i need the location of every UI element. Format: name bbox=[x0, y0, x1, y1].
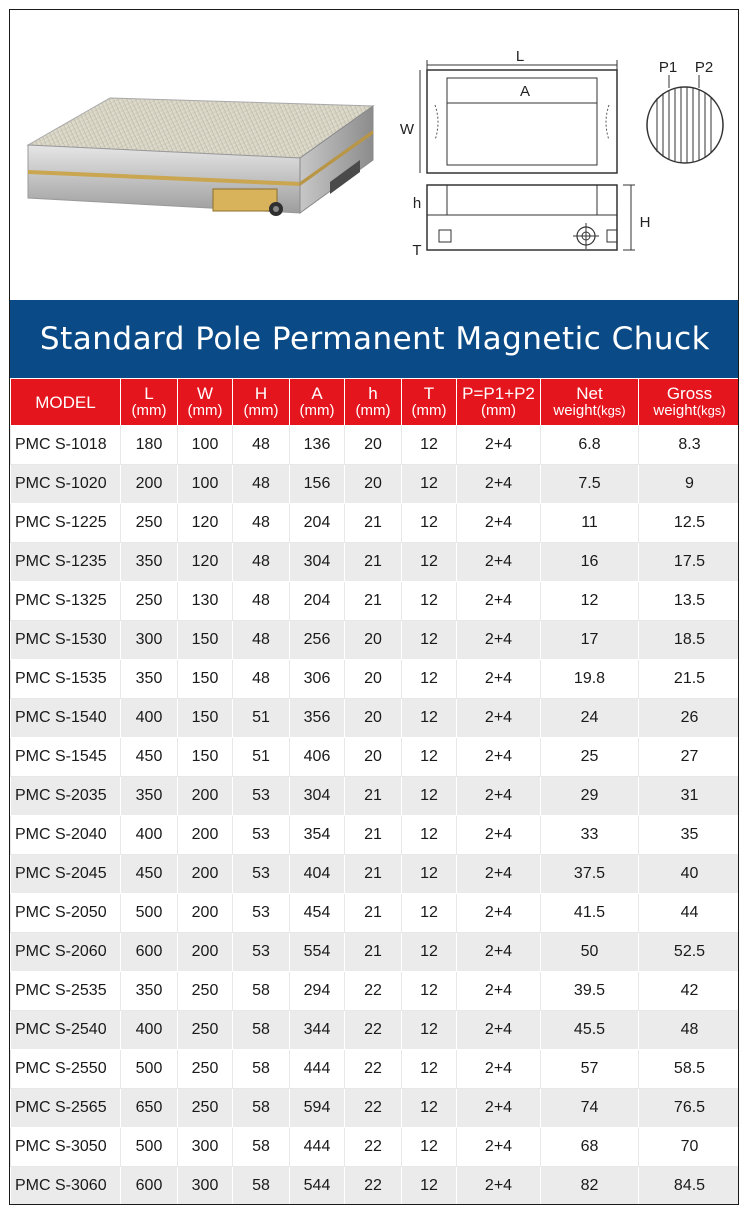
column-header bbox=[290, 379, 345, 426]
table-cell: 37.5 bbox=[541, 855, 639, 894]
table-cell: 12 bbox=[402, 1128, 457, 1167]
table-cell: 21 bbox=[345, 777, 402, 816]
table-cell: 12 bbox=[402, 1050, 457, 1089]
table-cell: 12 bbox=[402, 699, 457, 738]
table-row bbox=[11, 777, 740, 816]
table-cell: 404 bbox=[290, 855, 345, 894]
table-row bbox=[11, 1089, 740, 1128]
table-cell: 300 bbox=[121, 621, 178, 660]
column-header-unit-text: weight bbox=[553, 402, 597, 419]
table-cell: 9 bbox=[639, 465, 740, 504]
column-header-unit bbox=[290, 402, 344, 419]
column-header-unit bbox=[121, 402, 177, 419]
table-cell: 50 bbox=[541, 933, 639, 972]
table-cell: 58 bbox=[233, 972, 290, 1011]
label-A: A bbox=[519, 83, 531, 100]
column-header-label: A bbox=[311, 384, 323, 403]
table-cell: 51 bbox=[233, 699, 290, 738]
table-cell: 12.5 bbox=[639, 504, 740, 543]
table-cell: 12 bbox=[402, 894, 457, 933]
table-cell: 2+4 bbox=[457, 699, 541, 738]
table-cell: 250 bbox=[121, 582, 178, 621]
table-cell: 82 bbox=[541, 1167, 639, 1206]
column-header-unit-text: weight bbox=[653, 402, 697, 419]
table-row bbox=[11, 660, 740, 699]
table-cell: 7.5 bbox=[541, 465, 639, 504]
table-cell: 350 bbox=[121, 972, 178, 1011]
table-row bbox=[11, 582, 740, 621]
table-cell: 300 bbox=[178, 1128, 233, 1167]
column-header bbox=[345, 379, 402, 426]
table-cell: 12 bbox=[402, 855, 457, 894]
table-cell: 12 bbox=[402, 465, 457, 504]
table-cell: 2+4 bbox=[457, 504, 541, 543]
model-cell: PMC S-3060 bbox=[11, 1167, 121, 1206]
table-cell: 2+4 bbox=[457, 582, 541, 621]
column-header-label: H bbox=[254, 384, 268, 403]
table-cell: 58 bbox=[233, 1128, 290, 1167]
table-cell: 76.5 bbox=[639, 1089, 740, 1128]
table-cell: 20 bbox=[345, 660, 402, 699]
table-cell: 12 bbox=[402, 660, 457, 699]
table-cell: 2+4 bbox=[457, 660, 541, 699]
table-cell: 13.5 bbox=[639, 582, 740, 621]
table-cell: 150 bbox=[178, 699, 233, 738]
table-cell: 100 bbox=[178, 426, 233, 465]
table-cell: 250 bbox=[178, 1011, 233, 1050]
model-cell: PMC S-2060 bbox=[11, 933, 121, 972]
table-cell: 12 bbox=[402, 1089, 457, 1128]
table-cell: 354 bbox=[290, 816, 345, 855]
label-P1: P1 bbox=[658, 59, 678, 76]
table-cell: 53 bbox=[233, 777, 290, 816]
table-cell: 344 bbox=[290, 1011, 345, 1050]
table-cell: 2+4 bbox=[457, 1167, 541, 1206]
table-cell: 2+4 bbox=[457, 1089, 541, 1128]
table-cell: 21 bbox=[345, 504, 402, 543]
table-cell: 2+4 bbox=[457, 894, 541, 933]
table-cell: 53 bbox=[233, 816, 290, 855]
table-cell: 58 bbox=[233, 1089, 290, 1128]
column-header-unit bbox=[345, 402, 401, 419]
table-row bbox=[11, 1050, 740, 1089]
model-cell: PMC S-2045 bbox=[11, 855, 121, 894]
column-header-unit bbox=[541, 402, 638, 419]
table-cell: 29 bbox=[541, 777, 639, 816]
column-header-label: L bbox=[144, 384, 154, 403]
model-cell: PMC S-2540 bbox=[11, 1011, 121, 1050]
table-cell: 22 bbox=[345, 972, 402, 1011]
table-cell: 21 bbox=[345, 582, 402, 621]
table-cell: 2+4 bbox=[457, 621, 541, 660]
table-cell: 35 bbox=[639, 816, 740, 855]
table-cell: 21 bbox=[345, 894, 402, 933]
column-header-unit bbox=[233, 402, 289, 419]
table-cell: 12 bbox=[402, 504, 457, 543]
table-row bbox=[11, 738, 740, 777]
table-row bbox=[11, 894, 740, 933]
label-T: T bbox=[412, 242, 422, 259]
table-row bbox=[11, 543, 740, 582]
table-cell: 12 bbox=[402, 972, 457, 1011]
table-cell: 21 bbox=[345, 855, 402, 894]
table-cell: 52.5 bbox=[639, 933, 740, 972]
column-header bbox=[11, 379, 121, 426]
column-header-label: P=P1+P2 bbox=[462, 384, 535, 403]
table-cell: 39.5 bbox=[541, 972, 639, 1011]
column-header bbox=[639, 379, 740, 426]
title-banner bbox=[10, 300, 739, 378]
table-cell: 40 bbox=[639, 855, 740, 894]
table-cell: 22 bbox=[345, 1089, 402, 1128]
table-cell: 2+4 bbox=[457, 1050, 541, 1089]
label-H: H bbox=[639, 214, 651, 231]
table-row bbox=[11, 816, 740, 855]
model-cell: PMC S-1325 bbox=[11, 582, 121, 621]
table-cell: 33 bbox=[541, 816, 639, 855]
table-cell: 200 bbox=[178, 816, 233, 855]
table-cell: 136 bbox=[290, 426, 345, 465]
table-cell: 300 bbox=[178, 1167, 233, 1206]
table-row bbox=[11, 504, 740, 543]
table-cell: 68 bbox=[541, 1128, 639, 1167]
table-cell: 48 bbox=[233, 621, 290, 660]
model-cell: PMC S-1225 bbox=[11, 504, 121, 543]
table-cell: 57 bbox=[541, 1050, 639, 1089]
table-header-row bbox=[11, 379, 740, 426]
table-cell: 250 bbox=[178, 972, 233, 1011]
column-header-unit-text: (mm) bbox=[243, 402, 279, 419]
table-cell: 12 bbox=[402, 933, 457, 972]
table-cell: 20 bbox=[345, 621, 402, 660]
table-cell: 204 bbox=[290, 504, 345, 543]
table-cell: 200 bbox=[178, 855, 233, 894]
table-row bbox=[11, 699, 740, 738]
table-cell: 544 bbox=[290, 1167, 345, 1206]
table-cell: 48 bbox=[233, 504, 290, 543]
table-cell: 58.5 bbox=[639, 1050, 740, 1089]
table-cell: 454 bbox=[290, 894, 345, 933]
table-cell: 150 bbox=[178, 738, 233, 777]
column-header-unit-text: (mm) bbox=[481, 402, 516, 419]
column-header-label: W bbox=[196, 384, 214, 403]
table-cell: 18.5 bbox=[639, 621, 740, 660]
table-cell: 11 bbox=[541, 504, 639, 543]
table-cell: 53 bbox=[233, 933, 290, 972]
label-L: L bbox=[515, 48, 525, 65]
product-figure-area bbox=[10, 10, 739, 300]
model-cell: PMC S-2050 bbox=[11, 894, 121, 933]
table-cell: 156 bbox=[290, 465, 345, 504]
table-cell: 12 bbox=[402, 582, 457, 621]
table-row bbox=[11, 621, 740, 660]
column-header bbox=[233, 379, 290, 426]
column-header-unit-text: (mm) bbox=[131, 402, 167, 419]
table-cell: 294 bbox=[290, 972, 345, 1011]
table-cell: 200 bbox=[178, 933, 233, 972]
column-header-label: Net bbox=[576, 384, 603, 403]
column-header-unit bbox=[457, 402, 540, 419]
table-cell: 450 bbox=[121, 738, 178, 777]
table-cell: 45.5 bbox=[541, 1011, 639, 1050]
table-cell: 48 bbox=[233, 426, 290, 465]
page-title: Standard Pole Permanent Magnetic Chuck bbox=[39, 321, 711, 357]
model-cell: PMC S-1530 bbox=[11, 621, 121, 660]
table-cell: 12 bbox=[402, 777, 457, 816]
table-cell: 48 bbox=[233, 465, 290, 504]
label-W: W bbox=[399, 121, 415, 138]
table-cell: 41.5 bbox=[541, 894, 639, 933]
table-cell: 53 bbox=[233, 894, 290, 933]
column-header bbox=[541, 379, 639, 426]
table-cell: 2+4 bbox=[457, 777, 541, 816]
table-cell: 650 bbox=[121, 1089, 178, 1128]
table-cell: 2+4 bbox=[457, 426, 541, 465]
table-cell: 150 bbox=[178, 660, 233, 699]
table-cell: 6.8 bbox=[541, 426, 639, 465]
column-header-unit-suffix: (kgs) bbox=[696, 403, 726, 418]
table-cell: 350 bbox=[121, 777, 178, 816]
table-cell: 21 bbox=[345, 543, 402, 582]
model-cell: PMC S-2535 bbox=[11, 972, 121, 1011]
table-row bbox=[11, 933, 740, 972]
model-cell: PMC S-1535 bbox=[11, 660, 121, 699]
table-cell: 21 bbox=[345, 933, 402, 972]
table-cell: 2+4 bbox=[457, 738, 541, 777]
table-cell: 304 bbox=[290, 777, 345, 816]
table-cell: 200 bbox=[178, 777, 233, 816]
table-cell: 120 bbox=[178, 543, 233, 582]
table-cell: 150 bbox=[178, 621, 233, 660]
table-cell: 70 bbox=[639, 1128, 740, 1167]
table-cell: 306 bbox=[290, 660, 345, 699]
table-cell: 21 bbox=[345, 816, 402, 855]
table-cell: 22 bbox=[345, 1167, 402, 1206]
table-cell: 600 bbox=[121, 933, 178, 972]
column-header-label: Gross bbox=[666, 384, 713, 403]
table-cell: 250 bbox=[178, 1089, 233, 1128]
table-cell: 304 bbox=[290, 543, 345, 582]
label-P2: P2 bbox=[694, 59, 714, 76]
table-cell: 12 bbox=[402, 1011, 457, 1050]
model-cell: PMC S-1235 bbox=[11, 543, 121, 582]
column-header-unit-text: (mm) bbox=[299, 402, 335, 419]
table-cell: 16 bbox=[541, 543, 639, 582]
table-cell: 250 bbox=[178, 1050, 233, 1089]
table-cell: 20 bbox=[345, 426, 402, 465]
table-cell: 84.5 bbox=[639, 1167, 740, 1206]
table-cell: 2+4 bbox=[457, 1011, 541, 1050]
table-cell: 12 bbox=[541, 582, 639, 621]
column-header-unit-suffix: (kgs) bbox=[596, 403, 626, 418]
table-cell: 256 bbox=[290, 621, 345, 660]
label-h: h bbox=[412, 195, 422, 212]
model-cell: PMC S-1020 bbox=[11, 465, 121, 504]
table-cell: 444 bbox=[290, 1128, 345, 1167]
model-cell: PMC S-3050 bbox=[11, 1128, 121, 1167]
table-cell: 22 bbox=[345, 1128, 402, 1167]
table-cell: 58 bbox=[233, 1167, 290, 1206]
table-cell: 48 bbox=[233, 543, 290, 582]
table-cell: 350 bbox=[121, 660, 178, 699]
dimension-diagram bbox=[395, 40, 735, 300]
model-cell: PMC S-2035 bbox=[11, 777, 121, 816]
table-row bbox=[11, 1011, 740, 1050]
model-cell: PMC S-2550 bbox=[11, 1050, 121, 1089]
table-cell: 12 bbox=[402, 621, 457, 660]
table-cell: 12 bbox=[402, 543, 457, 582]
column-header bbox=[178, 379, 233, 426]
table-row bbox=[11, 972, 740, 1011]
table-cell: 400 bbox=[121, 1011, 178, 1050]
column-header bbox=[121, 379, 178, 426]
column-header-label: h bbox=[368, 384, 378, 403]
table-cell: 27 bbox=[639, 738, 740, 777]
model-cell: PMC S-2565 bbox=[11, 1089, 121, 1128]
table-cell: 12 bbox=[402, 738, 457, 777]
table-cell: 500 bbox=[121, 1050, 178, 1089]
table-cell: 51 bbox=[233, 738, 290, 777]
table-cell: 120 bbox=[178, 504, 233, 543]
table-row bbox=[11, 1128, 740, 1167]
table-cell: 17 bbox=[541, 621, 639, 660]
table-cell: 25 bbox=[541, 738, 639, 777]
column-header bbox=[457, 379, 541, 426]
spec-table bbox=[10, 378, 739, 1205]
table-cell: 2+4 bbox=[457, 465, 541, 504]
table-cell: 12 bbox=[402, 816, 457, 855]
column-header-unit-text: (mm) bbox=[411, 402, 447, 419]
table-cell: 2+4 bbox=[457, 1128, 541, 1167]
model-cell: PMC S-1545 bbox=[11, 738, 121, 777]
table-cell: 400 bbox=[121, 816, 178, 855]
table-cell: 22 bbox=[345, 1050, 402, 1089]
table-cell: 204 bbox=[290, 582, 345, 621]
table-cell: 22 bbox=[345, 1011, 402, 1050]
table-cell: 20 bbox=[345, 699, 402, 738]
table-row bbox=[11, 465, 740, 504]
table-cell: 74 bbox=[541, 1089, 639, 1128]
table-cell: 26 bbox=[639, 699, 740, 738]
table-cell: 2+4 bbox=[457, 933, 541, 972]
table-cell: 12 bbox=[402, 1167, 457, 1206]
table-cell: 200 bbox=[121, 465, 178, 504]
table-cell: 200 bbox=[178, 894, 233, 933]
table-cell: 356 bbox=[290, 699, 345, 738]
column-header bbox=[402, 379, 457, 426]
table-cell: 31 bbox=[639, 777, 740, 816]
table-cell: 48 bbox=[639, 1011, 740, 1050]
table-cell: 21.5 bbox=[639, 660, 740, 699]
table-cell: 500 bbox=[121, 1128, 178, 1167]
table-row bbox=[11, 426, 740, 465]
table-cell: 400 bbox=[121, 699, 178, 738]
table-cell: 350 bbox=[121, 543, 178, 582]
table-row bbox=[11, 1167, 740, 1206]
table-cell: 444 bbox=[290, 1050, 345, 1089]
column-header-unit bbox=[402, 402, 456, 419]
table-cell: 2+4 bbox=[457, 543, 541, 582]
table-body bbox=[11, 426, 740, 1206]
table-cell: 594 bbox=[290, 1089, 345, 1128]
table-cell: 600 bbox=[121, 1167, 178, 1206]
model-cell: PMC S-1540 bbox=[11, 699, 121, 738]
table-cell: 48 bbox=[233, 660, 290, 699]
column-header-unit-text: (mm) bbox=[355, 402, 391, 419]
column-header-label: T bbox=[423, 384, 435, 403]
table-cell: 450 bbox=[121, 855, 178, 894]
table-cell: 406 bbox=[290, 738, 345, 777]
table-cell: 100 bbox=[178, 465, 233, 504]
column-header-label: MODEL bbox=[35, 392, 96, 412]
table-cell: 554 bbox=[290, 933, 345, 972]
table-cell: 2+4 bbox=[457, 972, 541, 1011]
column-header-unit-text: (mm) bbox=[187, 402, 223, 419]
spec-sheet-frame bbox=[9, 9, 739, 1205]
table-cell: 250 bbox=[121, 504, 178, 543]
table-cell: 20 bbox=[345, 465, 402, 504]
table-cell: 8.3 bbox=[639, 426, 740, 465]
table-cell: 130 bbox=[178, 582, 233, 621]
table-cell: 42 bbox=[639, 972, 740, 1011]
table-cell: 24 bbox=[541, 699, 639, 738]
table-row bbox=[11, 855, 740, 894]
column-header-unit bbox=[639, 402, 739, 419]
column-header-unit bbox=[178, 402, 232, 419]
model-cell: PMC S-2040 bbox=[11, 816, 121, 855]
table-cell: 2+4 bbox=[457, 816, 541, 855]
table-cell: 44 bbox=[639, 894, 740, 933]
table-cell: 180 bbox=[121, 426, 178, 465]
table-cell: 53 bbox=[233, 855, 290, 894]
table-cell: 500 bbox=[121, 894, 178, 933]
table-cell: 17.5 bbox=[639, 543, 740, 582]
table-cell: 58 bbox=[233, 1050, 290, 1089]
model-cell: PMC S-1018 bbox=[11, 426, 121, 465]
table-cell: 20 bbox=[345, 738, 402, 777]
table-cell: 58 bbox=[233, 1011, 290, 1050]
table-cell: 19.8 bbox=[541, 660, 639, 699]
table-cell: 12 bbox=[402, 426, 457, 465]
chuck-photo bbox=[10, 10, 390, 300]
table-cell: 48 bbox=[233, 582, 290, 621]
table-cell: 2+4 bbox=[457, 855, 541, 894]
